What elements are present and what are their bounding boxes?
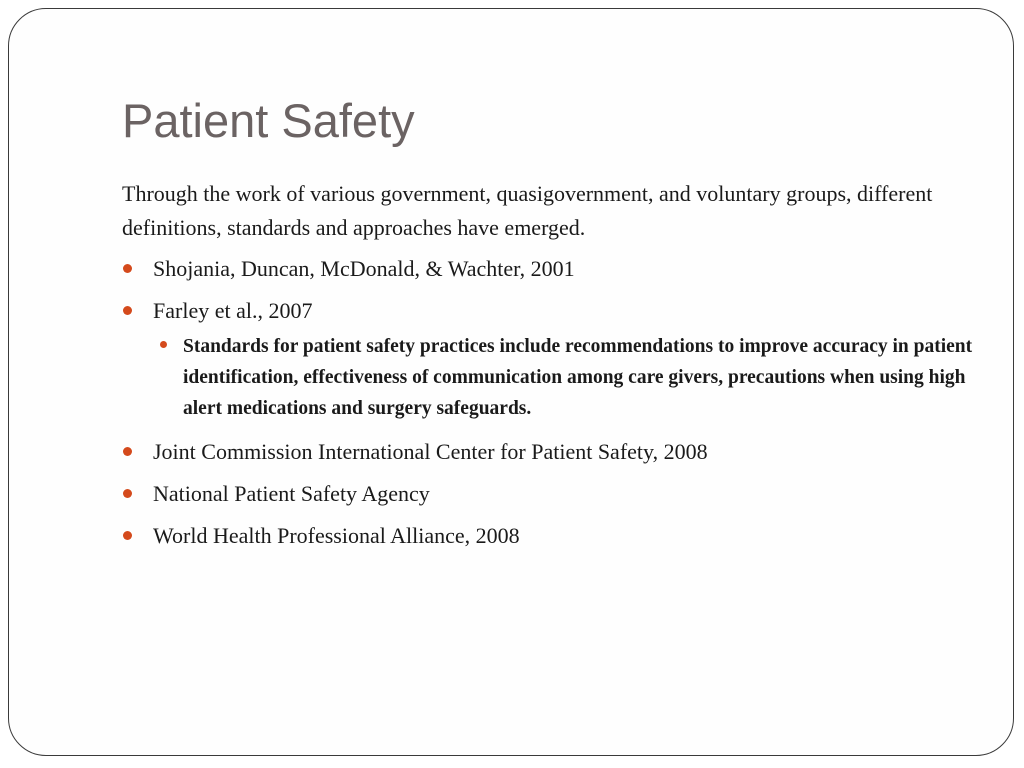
- slide-frame: [8, 8, 1014, 756]
- sub-bullet-list: [153, 331, 973, 424]
- sub-bullet-text: Standards for patient safety practices include recommendations to improve accuracy in patient identification, effectiveness of communication among care givers, precautions when using high alert medications and surgery safeguards.: [183, 336, 973, 419]
- bullet-dot-icon: [123, 447, 132, 456]
- bullet-list: [122, 255, 973, 550]
- bullet-text: National Patient Safety Agency: [153, 481, 430, 506]
- intro-paragraph: Through the work of various government, quasigovernment, and voluntary groups, different definitions, standards and approaches have emerged.: [122, 181, 933, 240]
- slide-title: Patient Safety: [122, 94, 415, 147]
- bullet-text: Joint Commission International Center for Patient Safety, 2008: [153, 439, 708, 464]
- bullet-text: Shojania, Duncan, McDonald, & Wachter, 2001: [153, 256, 575, 281]
- slide-content: [122, 177, 973, 550]
- bullet-text: Farley et al., 2007: [153, 298, 313, 323]
- sub-list-item: [153, 331, 973, 424]
- bullet-dot-icon: [123, 489, 132, 498]
- list-item: [122, 255, 952, 283]
- bullet-dot-icon: [123, 531, 132, 540]
- sub-bullet-dot-icon: [160, 341, 167, 348]
- list-item: [122, 297, 973, 424]
- bullet-dot-icon: [123, 264, 132, 273]
- bullet-dot-icon: [123, 306, 132, 315]
- list-item: [122, 480, 952, 508]
- bullet-text: World Health Professional Alliance, 2008: [153, 523, 520, 548]
- list-item: [122, 522, 952, 550]
- list-item: [122, 438, 952, 466]
